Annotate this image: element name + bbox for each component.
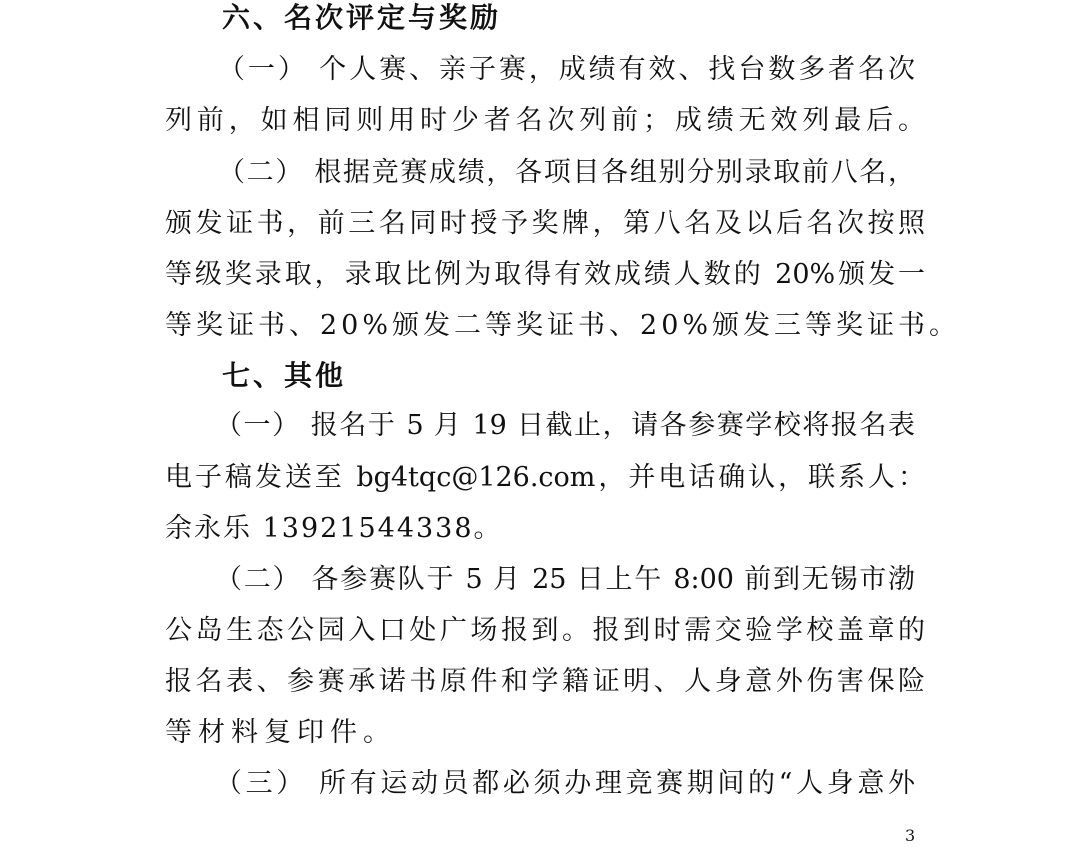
paragraph-line: 公岛生态公园入口处广场报到。报到时需交验学校盖章的 xyxy=(165,615,925,646)
section-heading-awards: 六、名次评定与奖励 xyxy=(222,1,502,34)
section-heading-other: 七、其他 xyxy=(222,359,347,392)
paragraph-line: （一） 个人赛、亲子赛，成绩有效、找台数多者名次 xyxy=(218,54,915,85)
paragraph-line: 等级奖录取，录取比例为取得有效成绩人数的 20%颁发一 xyxy=(165,259,925,290)
paragraph-line: 列前，如相同则用时少者名次列前；成绩无效列最后。 xyxy=(165,105,925,136)
paragraph-line: （三） 所有运动员都必须办理竞赛期间的“人身意外 xyxy=(215,768,915,799)
paragraph-line: （二） 各参赛队于 5 月 25 日上午 8:00 前到无锡市渤 xyxy=(215,564,915,595)
paragraph-line: 等材料复印件。 xyxy=(165,717,396,748)
paragraph-line: （二） 根据竞赛成绩，各项目各组别分别录取前八名， xyxy=(218,157,915,188)
paragraph-line: （一） 报名于 5 月 19 日截止，请各参赛学校将报名表 xyxy=(215,410,915,441)
paragraph-line: 电子稿发送至 bg4tqc@126.com，并电话确认，联系人： xyxy=(165,462,925,493)
page-number: 3 xyxy=(905,826,916,845)
paragraph-line: 报名表、参赛承诺书原件和学籍证明、人身意外伤害保险 xyxy=(165,666,925,697)
paragraph-line: 等奖证书、20%颁发二等奖证书、20%颁发三等奖证书。 xyxy=(165,310,961,341)
paragraph-line: 颁发证书，前三名同时授予奖牌，第八名及以后名次按照 xyxy=(165,208,925,239)
paragraph-line: 余永乐 13921544338。 xyxy=(165,513,503,544)
